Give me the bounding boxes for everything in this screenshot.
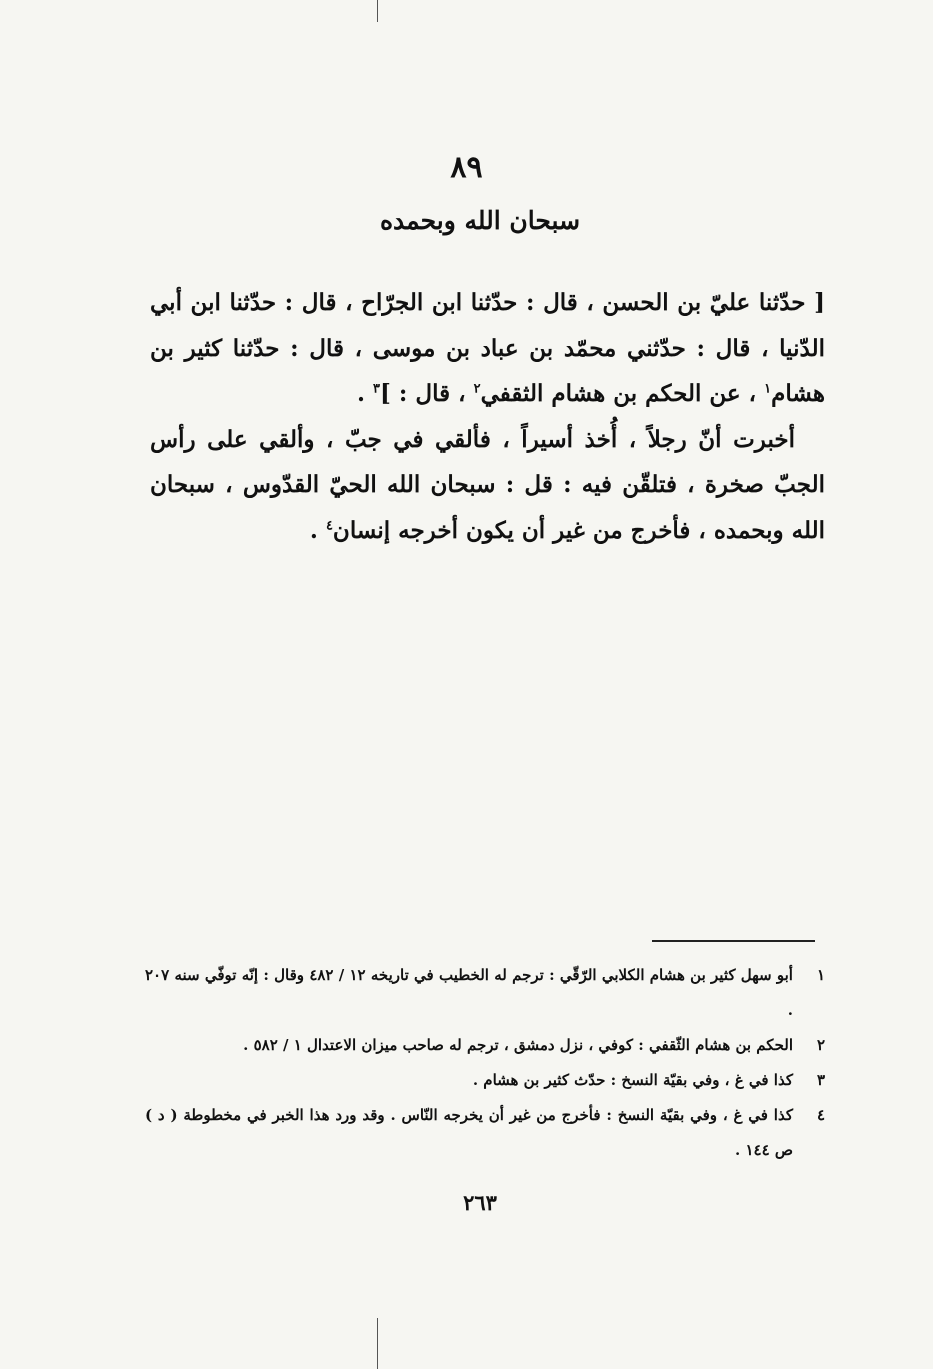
isnad-text-2: ، عن الحكم بن هشام الثقفي	[480, 380, 757, 407]
footnotes-list	[145, 958, 825, 1168]
footnote-ref-1[interactable]: ١	[764, 381, 772, 397]
isnad-text-4: .	[357, 380, 366, 407]
footnote-text: كذا في غ ، وفي بقيّة النسخ : حدّث كثير بن هشام .	[472, 1071, 793, 1089]
footnote-number: ٤	[816, 1106, 825, 1124]
footnote-ref-3[interactable]: ٣	[373, 381, 381, 397]
footnote-text: كذا في غ ، وفي بقيّة النسخ : فأخرج من غير أن يخرجه النّاس . وقد ورد هذا الخبر في مخطوطة ( د ) ص ١٤٤ .	[145, 1106, 793, 1159]
footnote-number: ٣	[816, 1071, 825, 1089]
isnad-text: [ حدّثنا عليّ بن الحسن ، قال : حدّثنا ابن الجرّاح ، قال : حدّثنا ابن أبي الدّنيا ، قال : حدّثني محمّد بن عباد بن موسى ، قال : حدّثنا كثير بن هشام	[150, 289, 825, 407]
footnote-ref-4[interactable]: ٤	[325, 517, 333, 533]
hadith-body	[150, 280, 825, 553]
isnad-text-3: ، قال : ]	[380, 380, 466, 407]
footnote-text: الحكم بن هشام الثّقفي : كوفي ، نزل دمشق ، ترجم له صاحب ميزان الاعتدال ١ / ٥٨٢ .	[243, 1036, 793, 1054]
matn-text-2: .	[309, 516, 318, 544]
entry-title: سبحان الله وبحمده	[379, 206, 581, 235]
footnote-number: ٢	[816, 1036, 825, 1054]
footnote-item	[145, 958, 825, 1028]
matn-text: أخبرت أنّ رجلاً ، أُخذ أسيراً ، فألقي في جبّ ، وألقي على رأس الجبّ صخرة ، فتلقّن فيه : قل : سبحان الله الحيّ القدّوس ، سبحان الله وبحمده ، فأخرج من غير أن يكون أخرجه إنسان	[150, 425, 825, 544]
footnote-text: أبو سهل كثير بن هشام الكلابي الرّقّي : ترجم له الخطيب في تاريخه ١٢ / ٤٨٢ وقال : إنّه توفّي سنه ٢٠٧ .	[145, 966, 793, 1019]
scan-artifact-line	[377, 1318, 378, 1369]
scan-artifact-line	[377, 0, 378, 22]
footnote-item	[145, 1098, 825, 1168]
page-number: ٢٦٣	[463, 1190, 497, 1215]
footnote-separator	[652, 940, 815, 942]
footnote-number: ١	[816, 966, 825, 984]
footnote-ref-2[interactable]: ٢	[473, 381, 481, 397]
entry-number: ٨٩	[450, 150, 483, 185]
footnote-item	[145, 1063, 825, 1098]
matn-paragraph	[150, 417, 825, 554]
isnad-paragraph	[150, 280, 825, 417]
footnote-item	[145, 1028, 825, 1063]
